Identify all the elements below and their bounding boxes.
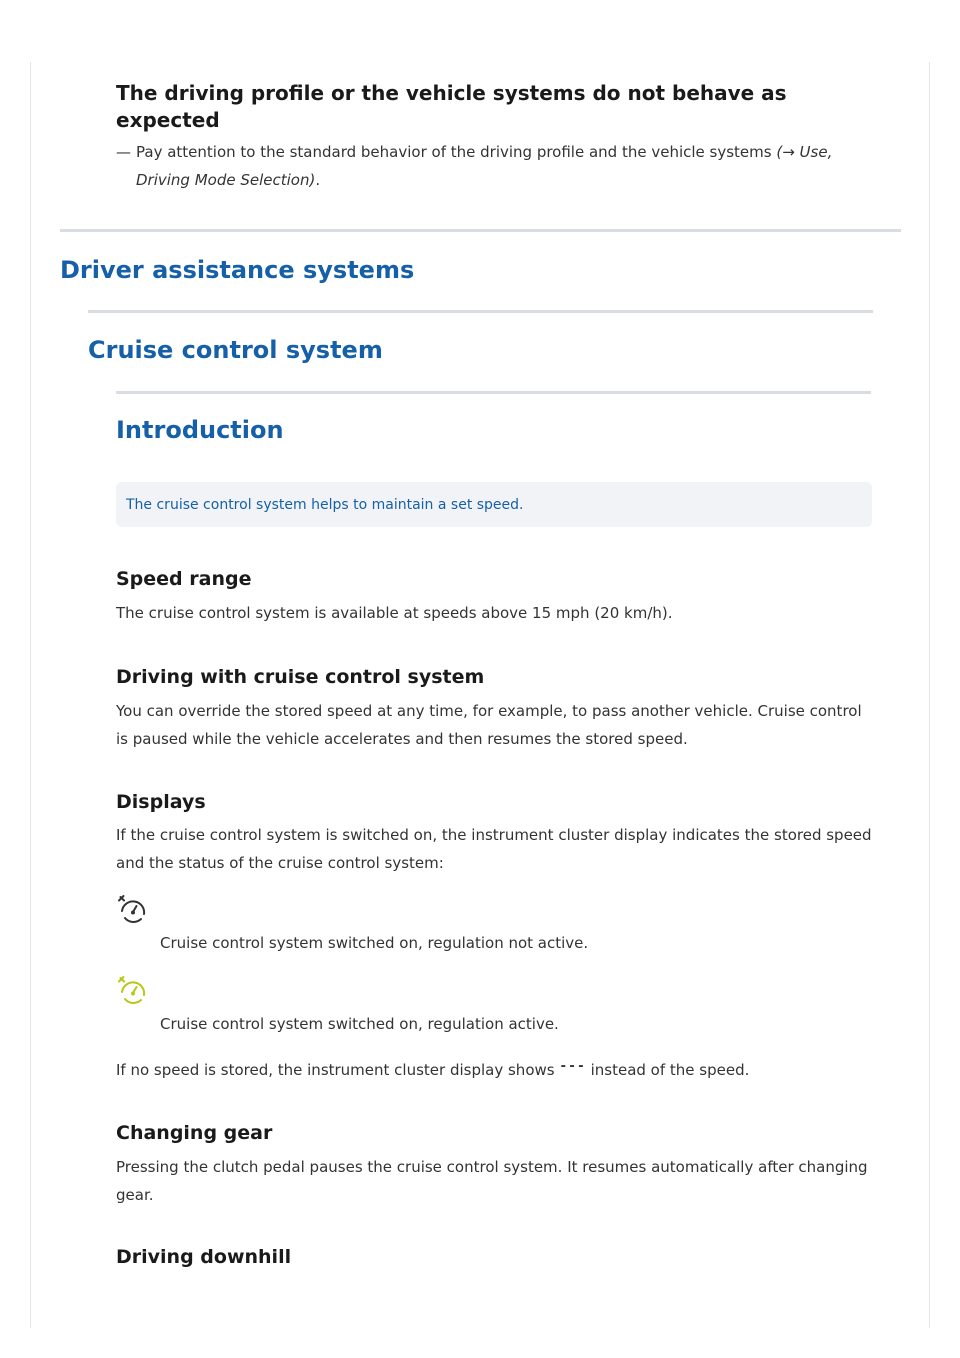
no-speed-text: [116, 1056, 876, 1086]
page-border-left: [30, 62, 31, 1328]
driving-with-text: You can override the stored speed at any time, for example, to pass another vehicle. Cruise control is paused while the vehicle accelerates and then resumes the stored speed.: [116, 702, 862, 748]
speed-range-heading: Speed range: [116, 568, 252, 590]
topic-title: Introduction: [116, 416, 284, 444]
bullet-text: Pay attention to the standard behavior of the driving profile and the vehicle systems: [136, 143, 777, 161]
changing-gear-heading: Changing gear: [116, 1122, 273, 1144]
cruise-control-active-icon: [116, 974, 176, 1004]
no-speed-before: If no speed is stored, the instrument cluster display shows: [116, 1061, 560, 1079]
bullet-end: .: [315, 171, 321, 189]
subsection-divider: [88, 310, 873, 313]
displays-text: If the cruise control system is switched on, the instrument cluster display indicates the stored speed and the status of the cruise control system:: [116, 826, 872, 872]
driving-profile-heading: The driving profile or the vehicle systems do not behave as expected: [116, 81, 787, 132]
subsection-title: Cruise control system: [88, 336, 383, 364]
icon-active-text: Cruise control system switched on, regulation active.: [160, 1015, 559, 1033]
driving-with-heading: Driving with cruise control system: [116, 666, 485, 688]
section-title: Driver assistance systems: [60, 256, 415, 284]
speed-range-text: The cruise control system is available at speeds above 15 mph (20 km/h).: [116, 604, 673, 622]
callout-text: The cruise control system helps to maintain a set speed.: [126, 496, 524, 513]
no-speed-after: instead of the speed.: [585, 1061, 750, 1079]
changing-gear-text: Pressing the clutch pedal pauses the cruise control system. It resumes automatically after changing gear.: [116, 1158, 868, 1204]
cruise-control-icon: [116, 893, 176, 923]
topic-divider: [116, 391, 871, 394]
section-divider: [60, 229, 901, 232]
driving-profile-bullet: [116, 138, 876, 194]
driving-downhill-heading: Driving downhill: [116, 1246, 292, 1268]
bullet-dash: —: [116, 143, 131, 161]
displays-heading: Displays: [116, 791, 206, 813]
icon-inactive-text: Cruise control system switched on, regulation not active.: [160, 934, 589, 952]
intro-callout: [116, 482, 872, 527]
cross-reference-link[interactable]: (→ Use, Driving Mode Selection): [136, 143, 833, 189]
page-border-right: [929, 62, 930, 1328]
no-speed-symbol: ---: [559, 1059, 586, 1074]
